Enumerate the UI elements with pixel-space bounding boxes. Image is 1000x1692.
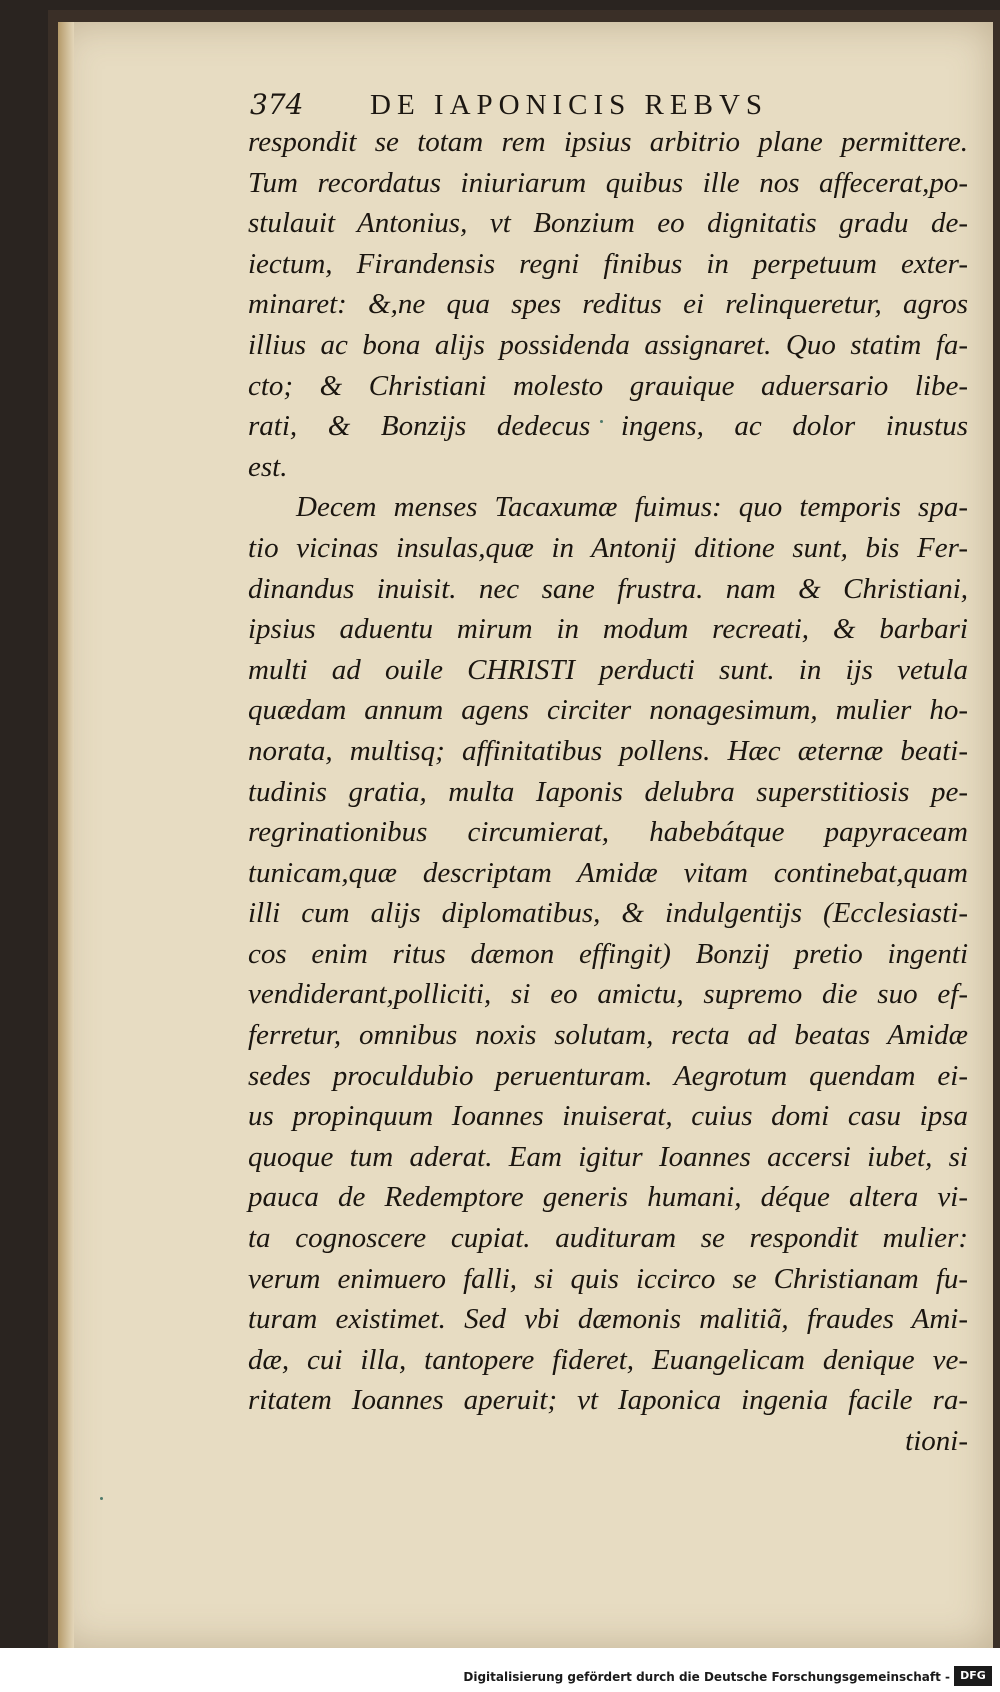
paper-speck — [100, 1497, 103, 1500]
text-line: respondit se totam rem ipsius arbitrio plane permittere. — [248, 126, 968, 158]
text-line: illi cum alijs diplomatibus, & indulgentijs (Ecclesiasti- — [248, 897, 968, 930]
text-line: turam existimet. Sed vbi dæmonis malitiã, fraudes Ami- — [248, 1303, 968, 1336]
text-line: rati, & Bonzijs dedecus ingens, ac dolor inustus — [248, 410, 968, 443]
text-line: stulauit Antonius, vt Bonzium eo dignitatis gradu de- — [248, 207, 968, 240]
text-line: tio vicinas insulas,quæ in Antonij ditione sunt, bis Fer- — [248, 531, 968, 564]
page-number: 374 — [250, 88, 304, 121]
text-line: cos enim ritus dæmon effingit) Bonzij pretio ingenti — [248, 937, 968, 970]
text-line: tudinis gratia, multa Iaponis delubra superstitiosis pe- — [248, 775, 968, 808]
text-line: cto; & Christiani molesto grauique aduersario libe- — [248, 369, 968, 402]
text-line: us propinquum Ioannes inuiserat, cuius domi casu ipsa — [248, 1100, 968, 1133]
text-line: minaret: &,ne qua spes reditus ei relinqueretur, agros — [248, 288, 968, 321]
text-line: norata, multisq; affinitatibus pollens. Hæc æternæ beati- — [248, 734, 968, 767]
running-head — [250, 88, 850, 122]
funding-credit: Digitalisierung gefördert durch die Deutsche Forschungsgemeinschaft - — [463, 1670, 950, 1684]
text-line: sedes proculdubio peruenturam. Aegrotum quendam ei- — [248, 1059, 968, 1092]
paragraph-first-line: Decem menses Tacaxumæ fuimus: quo temporis spa- — [296, 491, 968, 524]
body-text — [248, 122, 968, 1462]
text-line: verum enimuero falli, si quis iccirco se Christianam fu- — [248, 1262, 968, 1295]
text-line: quædam annum agens circiter nonagesimum, mulier ho- — [248, 694, 968, 727]
catchword: tioni- — [905, 1425, 968, 1457]
text-line: ferretur, omnibus noxis solutam, recta ad beatas Amidæ — [248, 1019, 968, 1052]
text-line: ritatem Ioannes aperuit; vt Iaponica ingenia facile ra- — [248, 1384, 968, 1417]
gutter-edge — [58, 22, 74, 1648]
text-line: dinandus inuisit. nec sane frustra. nam & Christiani, — [248, 572, 968, 605]
text-line: regrinationibus circumierat, habebátque papyraceam — [248, 816, 968, 849]
running-title: DE IAPONICIS REBVS — [370, 89, 769, 121]
text-line: multi ad ouile CHRISTI perducti sunt. in ijs vetula — [248, 653, 968, 686]
text-line: vendiderant,polliciti, si eo amictu, supremo die suo ef- — [248, 978, 968, 1011]
dfg-logo: DFG — [954, 1666, 992, 1686]
text-line: quoque tum aderat. Eam igitur Ioannes accersi iubet, si — [248, 1140, 968, 1173]
text-line: Tum recordatus iniuriarum quibus ille nos affecerat,po- — [248, 166, 968, 199]
text-line: iectum, Firandensis regni finibus in perpetuum exter- — [248, 247, 968, 280]
text-line: ipsius aduentu mirum in modum recreati, & barbari — [248, 613, 968, 646]
text-line: est. — [248, 450, 288, 483]
text-line: dæ, cui illa, tantopere fideret, Euangelicam denique ve- — [248, 1343, 968, 1376]
text-line: tunicam,quæ descriptam Amidæ vitam continebat,quam — [248, 856, 968, 889]
text-line: ta cognoscere cupiat. audituram se respondit mulier: — [248, 1222, 968, 1255]
text-line: pauca de Redemptore generis humani, déque altera vi- — [248, 1181, 968, 1214]
text-line: illius ac bona alijs possidenda assignaret. Quo statim fa- — [248, 328, 968, 361]
